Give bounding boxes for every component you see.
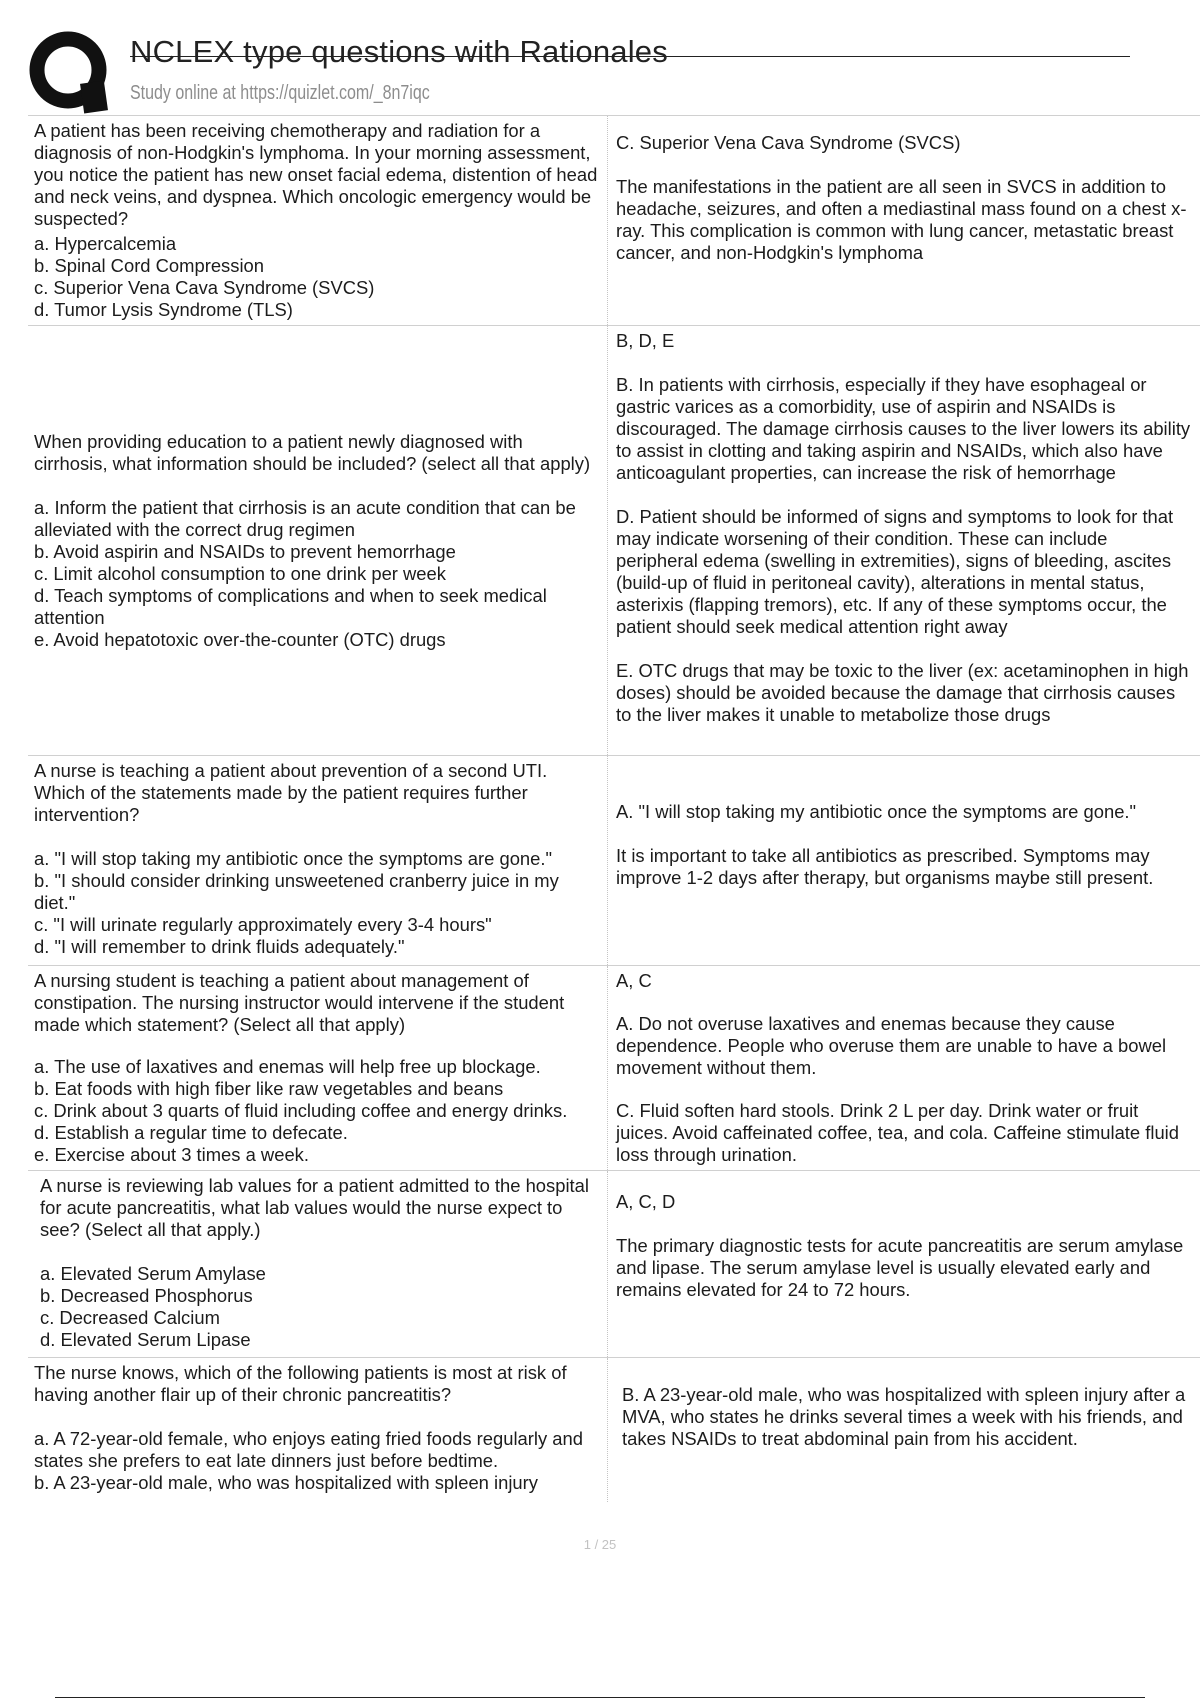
answer-text: B, D, E — [616, 330, 675, 351]
flashcard — [28, 116, 1200, 326]
option: b. Avoid aspirin and NSAIDs to prevent hemorrhage — [34, 540, 456, 562]
question-cell — [28, 966, 608, 1170]
answer-text: A, C — [616, 970, 652, 991]
flashcard — [28, 1358, 1200, 1502]
option: d. Teach symptoms of complications and when to seek medical attention — [34, 584, 547, 628]
answer-text: D. Patient should be informed of signs and symptoms to look for that may indicate worsening of their condition. These can include peripheral edema (swelling in extremities), signs of bleeding, ascites (build-up of fluid in peritoneal cavity), alterations in mental status, asterixis (flapping tremors), etc. If any of these symptoms occur, the patient should seek medical attention right away — [616, 506, 1179, 637]
answer-cell — [608, 116, 1200, 325]
question-text: A nurse is teaching a patient about prevention of a second UTI. Which of the statements made by the patient requires further intervention? — [34, 760, 553, 825]
answer-text: A, C, D — [616, 1191, 676, 1212]
option: a. Hypercalcemia — [34, 233, 177, 254]
option: a. "I will stop taking my antibiotic once the symptoms are gone." — [34, 848, 553, 869]
option: c. Drink about 3 quarts of fluid including coffee and energy drinks. — [34, 1100, 568, 1121]
answer-cell — [608, 326, 1200, 755]
answer-text: C. Superior Vena Cava Syndrome (SVCS) — [616, 131, 961, 153]
flashcard — [28, 756, 1200, 966]
option: d. Elevated Serum Lipase — [40, 1329, 251, 1350]
flashcard — [28, 966, 1200, 1171]
question-cell — [28, 326, 608, 755]
option: d. Establish a regular time to defecate. — [34, 1122, 348, 1143]
question-cell — [28, 116, 608, 325]
answer-text: B. A 23-year-old male, who was hospitalized with spleen injury after a MVA, who states he drinks several times a week with his friends, and takes NSAIDs to treat abdominal pain from his accident. — [622, 1384, 1191, 1449]
option: a. Inform the patient that cirrhosis is an acute condition that can be alleviated with the correct drug regimen — [34, 496, 576, 540]
question-text: A nurse is reviewing lab values for a patient admitted to the hospital for acute pancreatitis, what lab values would the nurse expect to see? (Select all that apply.) — [40, 1175, 595, 1240]
question-text: The nurse knows, which of the following patients is most at risk of having another flair up of their chronic pancreatitis? — [34, 1362, 572, 1405]
page-number: 1 / 25 — [583, 1537, 617, 1552]
option: b. "I should consider drinking unsweetened cranberry juice in my diet." — [34, 870, 559, 913]
title-strike-rule — [130, 56, 1130, 57]
option: b. A 23-year-old male, who was hospitalized with spleen injury — [34, 1472, 538, 1493]
answer-text: B. In patients with cirrhosis, especially if they have esophageal or gastric varices as a comorbidity, use of aspirin and NSAIDs is discouraged. The damage cirrhosis causes to the liver lowers its ability to assist in clotting and taking aspirin and NSAIDs, which also have anticoagulant properties, can increase the risk of hemorrhage — [616, 374, 1196, 483]
question-cell — [28, 1171, 608, 1357]
quizlet-logo-icon — [28, 30, 114, 116]
option: c. Limit alcohol consumption to one drink per week — [34, 562, 446, 584]
answer-text: A. Do not overuse laxatives and enemas because they cause dependence. People who overuse them are unable to have a bowel movement without them. — [616, 1013, 1172, 1078]
option: b. Eat foods with high fiber like raw vegetables and beans — [34, 1078, 504, 1099]
option: b. Spinal Cord Compression — [34, 255, 264, 276]
option: a. The use of laxatives and enemas will help free up blockage. — [34, 1056, 541, 1077]
option: a. A 72-year-old female, who enjoys eating fried foods regularly and states she prefers to eat late dinners just before bedtime. — [34, 1428, 583, 1471]
flashcard — [28, 1171, 1200, 1358]
answer-cell — [608, 966, 1200, 1170]
question-cell — [28, 756, 608, 965]
question-text: A nursing student is teaching a patient about management of constipation. The nursing instructor would intervene if the student made which statement? (Select all that apply) — [34, 970, 570, 1035]
study-online-link[interactable]: Study online at https://quizlet.com/_8n7iqc — [130, 82, 430, 104]
footer-divider — [55, 1697, 1145, 1698]
question-text: A patient has been receiving chemotherapy and radiation for a diagnosis of non-Hodgkin's lymphoma. In your morning assessment, you notice the patient has new onset facial edema, distention of head and neck veins, and dyspnea. Which oncologic emergency would be suspected? — [34, 120, 603, 229]
answer-text: The primary diagnostic tests for acute pancreatitis are serum amylase and lipase. The serum amylase level is usually elevated early and remains elevated for 24 to 72 hours. — [616, 1235, 1189, 1300]
option: e. Exercise about 3 times a week. — [34, 1144, 309, 1165]
flashcard — [28, 326, 1200, 756]
answer-text: It is important to take all antibiotics as prescribed. Symptoms may improve 1-2 days after therapy, but organisms maybe still present. — [616, 844, 1155, 888]
answer-text: A. "I will stop taking my antibiotic once the symptoms are gone." — [616, 800, 1137, 822]
option: c. Superior Vena Cava Syndrome (SVCS) — [34, 277, 375, 298]
option: d. "I will remember to drink fluids adequately." — [34, 936, 405, 957]
page-header — [0, 0, 1200, 116]
option: d. Tumor Lysis Syndrome (TLS) — [34, 299, 293, 320]
option: b. Decreased Phosphorus — [40, 1285, 253, 1306]
answer-cell — [608, 756, 1200, 965]
flashcard-list — [28, 116, 1200, 1502]
answer-cell — [608, 1358, 1200, 1502]
option: e. Avoid hepatotoxic over-the-counter (OTC) drugs — [34, 628, 446, 650]
page-title: NCLEX type questions with Rationales — [130, 34, 668, 69]
option: c. Decreased Calcium — [40, 1307, 220, 1328]
option: c. "I will urinate regularly approximately every 3-4 hours" — [34, 914, 492, 935]
question-cell — [28, 1358, 608, 1502]
option: a. Elevated Serum Amylase — [40, 1263, 266, 1284]
answer-text: E. OTC drugs that may be toxic to the liver (ex: acetaminophen in high doses) should be avoided because the damage that cirrhosis causes to the liver makes it unable to metabolize those drugs — [616, 660, 1194, 725]
answer-cell — [608, 1171, 1200, 1357]
answer-text: The manifestations in the patient are all seen in SVCS in addition to headache, seizures, and often a mediastinal mass found on a chest x-ray. This complication is common with lung cancer, metastatic breast cancer, and non-Hodgkin's lymphoma — [616, 175, 1187, 263]
answer-text: C. Fluid soften hard stools. Drink 2 L per day. Drink water or fruit juices. Avoid caffeinated coffee, tea, and cola. Caffeine stimulate fluid loss through urination. — [616, 1100, 1185, 1165]
question-text: When providing education to a patient newly diagnosed with cirrhosis, what information should be included? (select all that apply) — [34, 430, 591, 474]
